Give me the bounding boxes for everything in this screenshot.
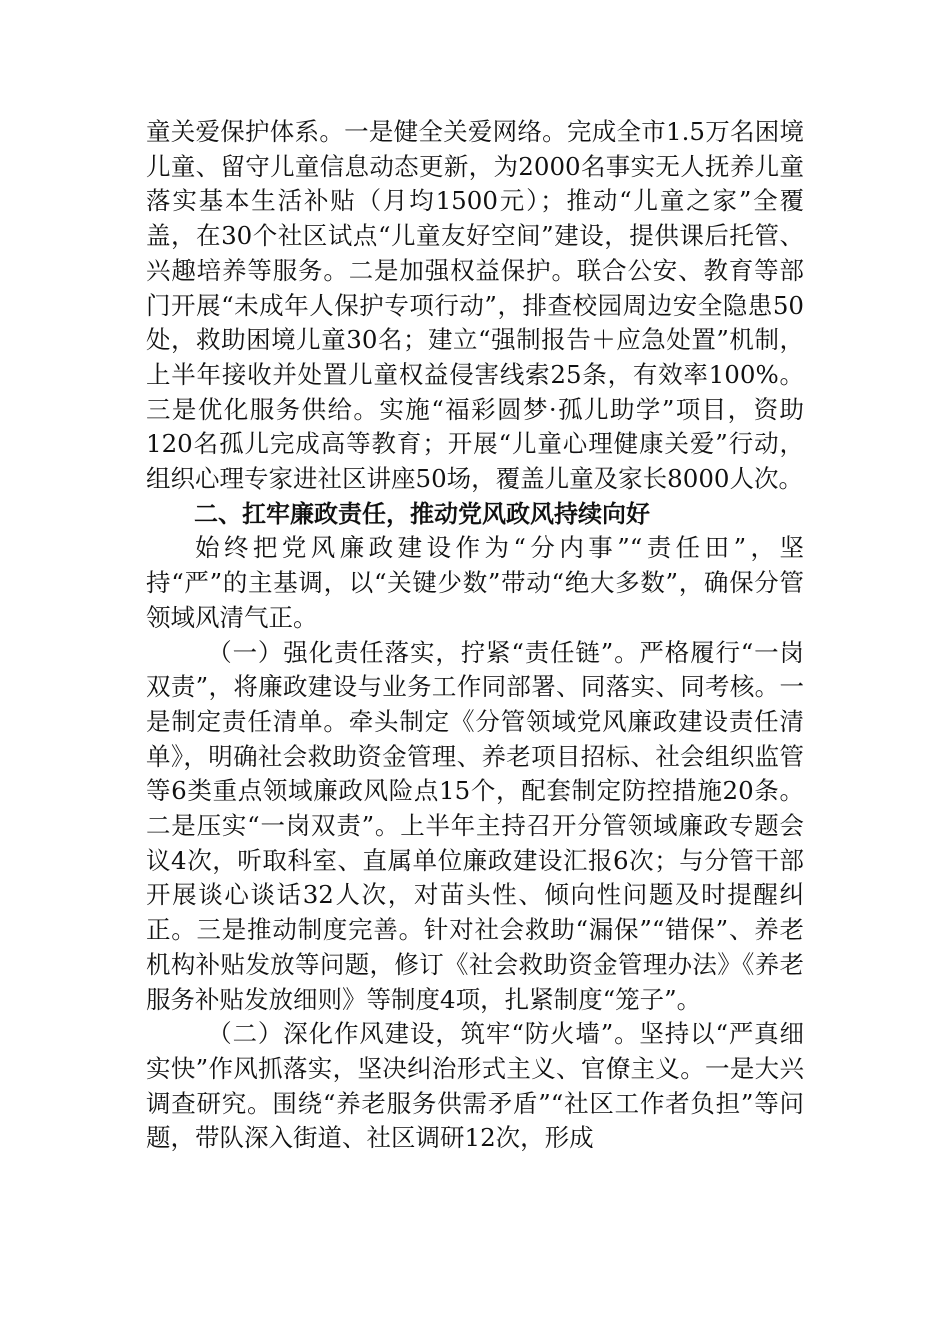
- paragraph-work-style: （二）深化作风建设，筑牢“防火墙”。坚持以“严真细实快”作风抓落实，坚决纠治形式主义、官僚主义。一是大兴调查研究。围绕“养老服务供需矛盾”“社区工作者负担”等问题，带队深入街道、社区调研12次，形成: [146, 1019, 804, 1153]
- paragraph-responsibility: （一）强化责任落实，拧紧“责任链”。严格履行“一岗双责”，将廉政建设与业务工作同部署、同落实、同考核。一是制定责任清单。牵头制定《分管领域党风廉政建设责任清单》，明确社会救助资金管理、养老项目招标、社会组织监管等6类重点领域廉政风险点15个，配套制定防控措施20条。二是压实“一岗双责”。上半年主持召开分管领域廉政专题会议4次，听取科室、直属单位廉政建设汇报6次；与分管干部开展谈心谈话32人次，对苗头性、倾向性问题及时提醒纠正。三是推动制度完善。针对社会救助“漏保”“错保”、养老机构补贴发放等问题，修订《社会救助资金管理办法》《养老服务补贴发放细则》等制度4项，扎紧制度“笼子”。: [146, 637, 804, 1014]
- paragraph-child-care-continuation: 童关爱保护体系。一是健全关爱网络。完成全市1.5万名困境儿童、留守儿童信息动态更新，为2000名事实无人抚养儿童落实基本生活补贴（月均1500元）；推动“儿童之家”全覆盖，在30个社区试点“儿童友好空间”建设，提供课后托管、兴趣培养等服务。二是加强权益保护。联合公安、教育等部门开展“未成年人保护专项行动”，排查校园周边安全隐患50处，救助困境儿童30名；建立“强制报告＋应急处置”机制，上半年接收并处置儿童权益侵害线索25条，有效率100%。三是优化服务供给。实施“福彩圆梦·孤儿助学”项目，资助120名孤儿完成高等教育；开展“儿童心理健康关爱”行动，组织心理专家进社区讲座50场，覆盖儿童及家长8000人次。: [146, 117, 804, 494]
- paragraph-integrity-intro: 始终把党风廉政建设作为“分内事”“责任田”，坚持“严”的主基调，以“关键少数”带动“绝大多数”，确保分管领域风清气正。: [146, 533, 804, 632]
- section-heading-integrity: 二、扛牢廉政责任，推动党风政风持续向好: [194, 499, 650, 528]
- document-page: [146, 115, 804, 1156]
